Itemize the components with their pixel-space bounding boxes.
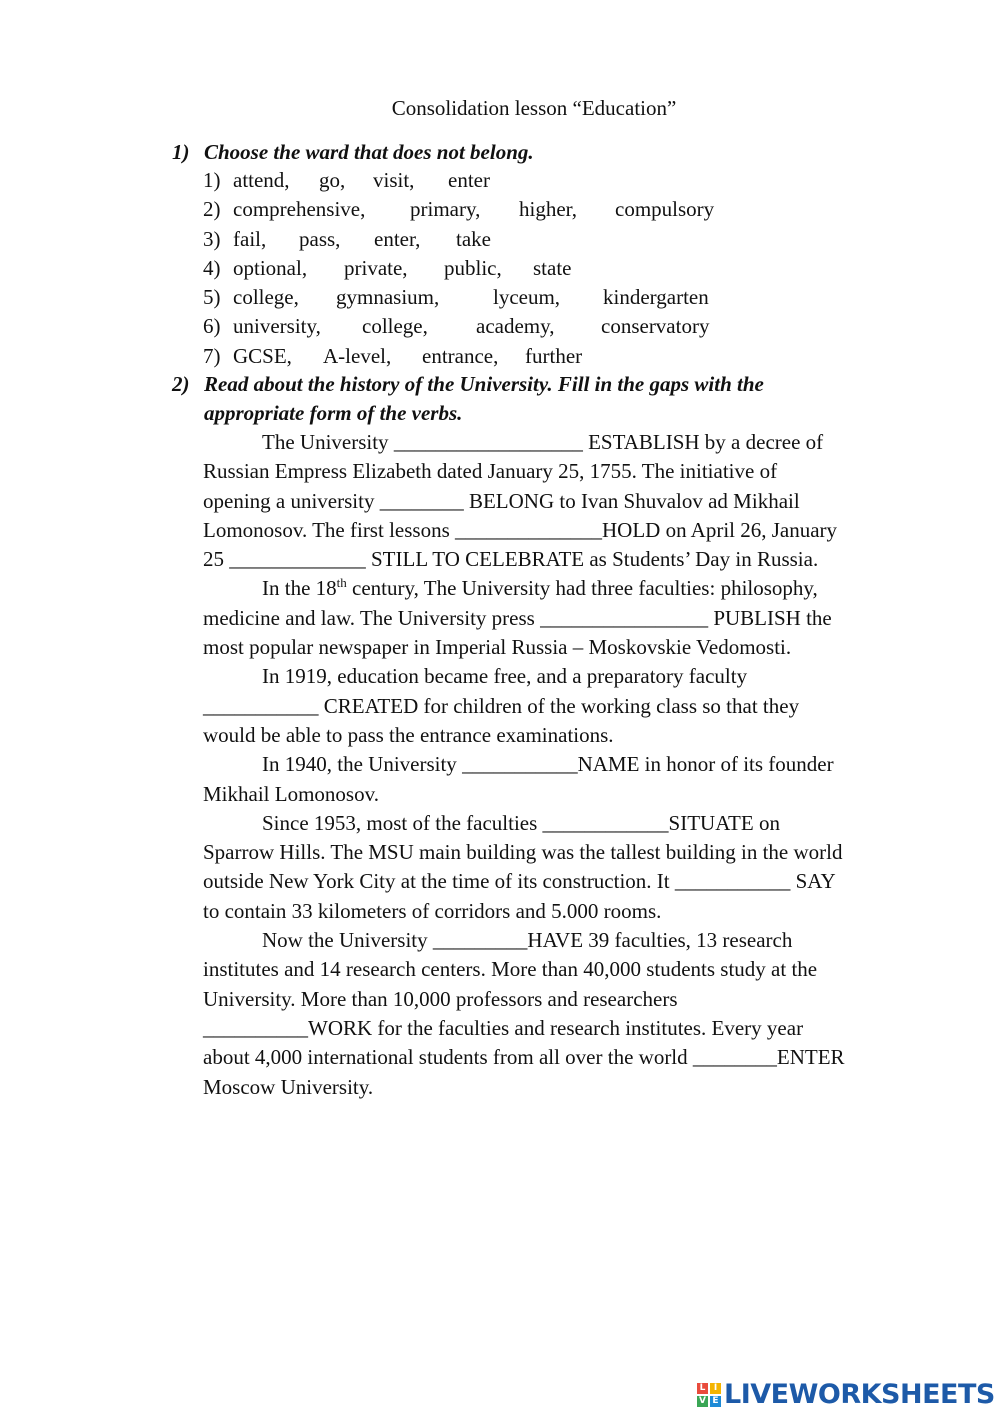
word-option: GCSE, (233, 343, 292, 368)
passage-text: about 4,000 international students from all over the world (203, 1045, 693, 1070)
word-option: public, (444, 255, 502, 280)
passage-line (203, 574, 923, 603)
word-option: lyceum, (493, 285, 561, 310)
passage-line (203, 1073, 923, 1102)
section-2-number: 2) (172, 372, 190, 396)
gap-blank[interactable]: ______________ (455, 517, 602, 542)
passage-text: most popular newspaper in Imperial Russia – Moskovskie Vedomosti. (203, 635, 792, 660)
word-option: visit, (373, 168, 415, 192)
passage-text: ENTER (776, 1045, 845, 1070)
passage-text: In 1919, education became free, and a preparatory faculty (262, 664, 748, 689)
gap-blank[interactable]: ___________ (462, 752, 578, 777)
gap-blank[interactable]: ___________ (203, 693, 319, 718)
passage-text: outside New York City at the time of its construction. It (203, 869, 675, 894)
passage-line (203, 780, 923, 809)
passage-line (203, 487, 923, 516)
passage-line (203, 428, 923, 457)
word-option: higher, (519, 197, 578, 222)
word-option: compulsory (615, 197, 715, 222)
word-option: academy, (476, 314, 555, 339)
logo-tile: E (710, 1396, 721, 1407)
passage-text: Lomonosov. The first lessons (203, 517, 455, 542)
passage-line (203, 838, 923, 867)
passage-text: In 1940, the University (262, 752, 463, 777)
passage-text: STILL TO CELEBRATE as Students’ Day in Russia. (365, 547, 819, 572)
passage-line (203, 633, 923, 662)
word-option: primary, (410, 197, 481, 222)
liveworksheets-wordmark: LIVEWORKSHEETS (724, 1379, 995, 1410)
liveworksheets-icon (697, 1383, 721, 1407)
section-2-instruction-line2: appropriate form of the verbs. (204, 401, 463, 425)
passage-text: In the 18 (262, 576, 337, 601)
passage-text: WORK for the faculties and research institutes. Every year (308, 1015, 804, 1040)
item-number: 2) (203, 197, 221, 222)
gap-blank[interactable]: ________ (692, 1045, 777, 1070)
passage-line (203, 662, 923, 691)
item-number: 5) (203, 285, 221, 310)
gap-blank[interactable]: ________ (379, 488, 464, 513)
gap-blank[interactable]: _________ (432, 928, 528, 953)
item-number: 6) (203, 314, 221, 339)
passage-line (203, 604, 923, 633)
word-option: fail, (233, 226, 267, 251)
passage-line (203, 1014, 923, 1043)
word-option: take (456, 226, 491, 251)
word-option: private, (344, 255, 408, 280)
passage-text: Sparrow Hills. The MSU main building was the tallest building in the world (203, 840, 843, 865)
passage-text: Since 1953, most of the faculties (262, 810, 543, 835)
passage-text: to contain 33 kilometers of corridors and 5.000 rooms. (203, 898, 662, 923)
passage-line (203, 457, 923, 486)
passage-text: 25 (203, 547, 230, 572)
section-1-number: 1) (172, 140, 190, 164)
passage-text: SITUATE on (668, 810, 780, 835)
word-option: enter, (374, 226, 421, 251)
word-option: gymnasium, (336, 285, 440, 310)
section-2-heading (172, 370, 764, 428)
passage-text: University. More than 10,000 professors and researchers (203, 986, 678, 1011)
section-1-instruction: Choose the ward that does not belong. (204, 140, 534, 164)
passage-text: SAY (790, 869, 836, 894)
passage-text: NAME in honor of its founder (577, 752, 834, 777)
page-title: Consolidation lesson “Education” (391, 96, 677, 120)
passage-line (203, 985, 923, 1014)
logo-tile: I (710, 1383, 721, 1394)
gap-blank[interactable]: _____________ (229, 547, 366, 572)
passage-text: HOLD on April 26, January (602, 517, 838, 542)
word-option: university, (233, 314, 321, 339)
passage-line (203, 926, 923, 955)
word-option: conservatory (601, 314, 710, 339)
word-option: optional, (233, 255, 308, 280)
passage-text: PUBLISH the (708, 605, 832, 630)
passage-text: ESTABLISH by a decree of (582, 430, 824, 454)
word-option: entrance, (422, 343, 499, 368)
word-option: A-level, (323, 343, 392, 368)
passage-line (203, 1043, 923, 1072)
passage-line (203, 750, 923, 779)
passage-text: The University (262, 430, 394, 454)
superscript-text: th (336, 575, 347, 591)
logo-tile: V (697, 1396, 708, 1407)
word-option: attend, (233, 168, 290, 192)
word-option: kindergarten (603, 285, 709, 310)
passage-line (203, 955, 923, 984)
passage-text: Moscow University. (203, 1074, 374, 1099)
section-2-instruction-line1: Read about the history of the University. Fill in the gaps with the (204, 372, 764, 396)
word-option: further (525, 343, 583, 368)
passage-text: Russian Empress Elizabeth dated January 25, 1755. The initiative of (203, 459, 778, 484)
passage-text: institutes and 14 research centers. More than 40,000 students study at the (203, 957, 818, 982)
passage-text: Now the University (262, 928, 433, 953)
item-number: 1) (203, 168, 221, 192)
passage-text: BELONG to Ivan Shuvalov ad Mikhail (463, 488, 800, 513)
passage-line (203, 516, 923, 545)
item-number: 3) (203, 226, 221, 251)
word-option: enter (448, 168, 490, 192)
passage-line (203, 545, 923, 574)
passage-text: HAVE 39 faculties, 13 research (527, 928, 793, 953)
reading-passage (203, 428, 923, 1102)
passage-line (203, 897, 923, 926)
word-option: college, (233, 285, 299, 310)
passage-text: opening a university (203, 488, 380, 513)
passage-line (203, 867, 923, 896)
passage-line (203, 692, 923, 721)
passage-line (203, 809, 923, 838)
item-number: 4) (203, 255, 221, 280)
gap-blank[interactable]: ________________ (540, 605, 709, 630)
word-option: pass, (299, 226, 341, 251)
word-option: comprehensive, (233, 197, 366, 222)
passage-line (203, 721, 923, 750)
passage-text: medicine and law. The University press (203, 605, 541, 630)
gap-blank[interactable]: ___________ (674, 869, 791, 894)
word-option: go, (319, 168, 346, 192)
passage-text: Mikhail Lomonosov. (203, 781, 379, 806)
gap-blank[interactable]: __________________ (393, 430, 583, 454)
passage-text: would be able to pass the entrance examinations. (203, 722, 614, 747)
word-option: state (533, 255, 572, 280)
gap-blank[interactable]: __________ (203, 1015, 308, 1040)
section-1-heading (172, 138, 534, 167)
gap-blank[interactable]: ____________ (542, 810, 669, 835)
liveworksheets-logo (697, 1378, 995, 1412)
passage-text: century, The University had three faculties: philosophy, (346, 576, 818, 601)
item-number: 7) (203, 343, 221, 368)
word-option: college, (362, 314, 428, 339)
logo-tile: L (697, 1383, 708, 1394)
passage-text: CREATED for children of the working class so that they (318, 693, 800, 718)
